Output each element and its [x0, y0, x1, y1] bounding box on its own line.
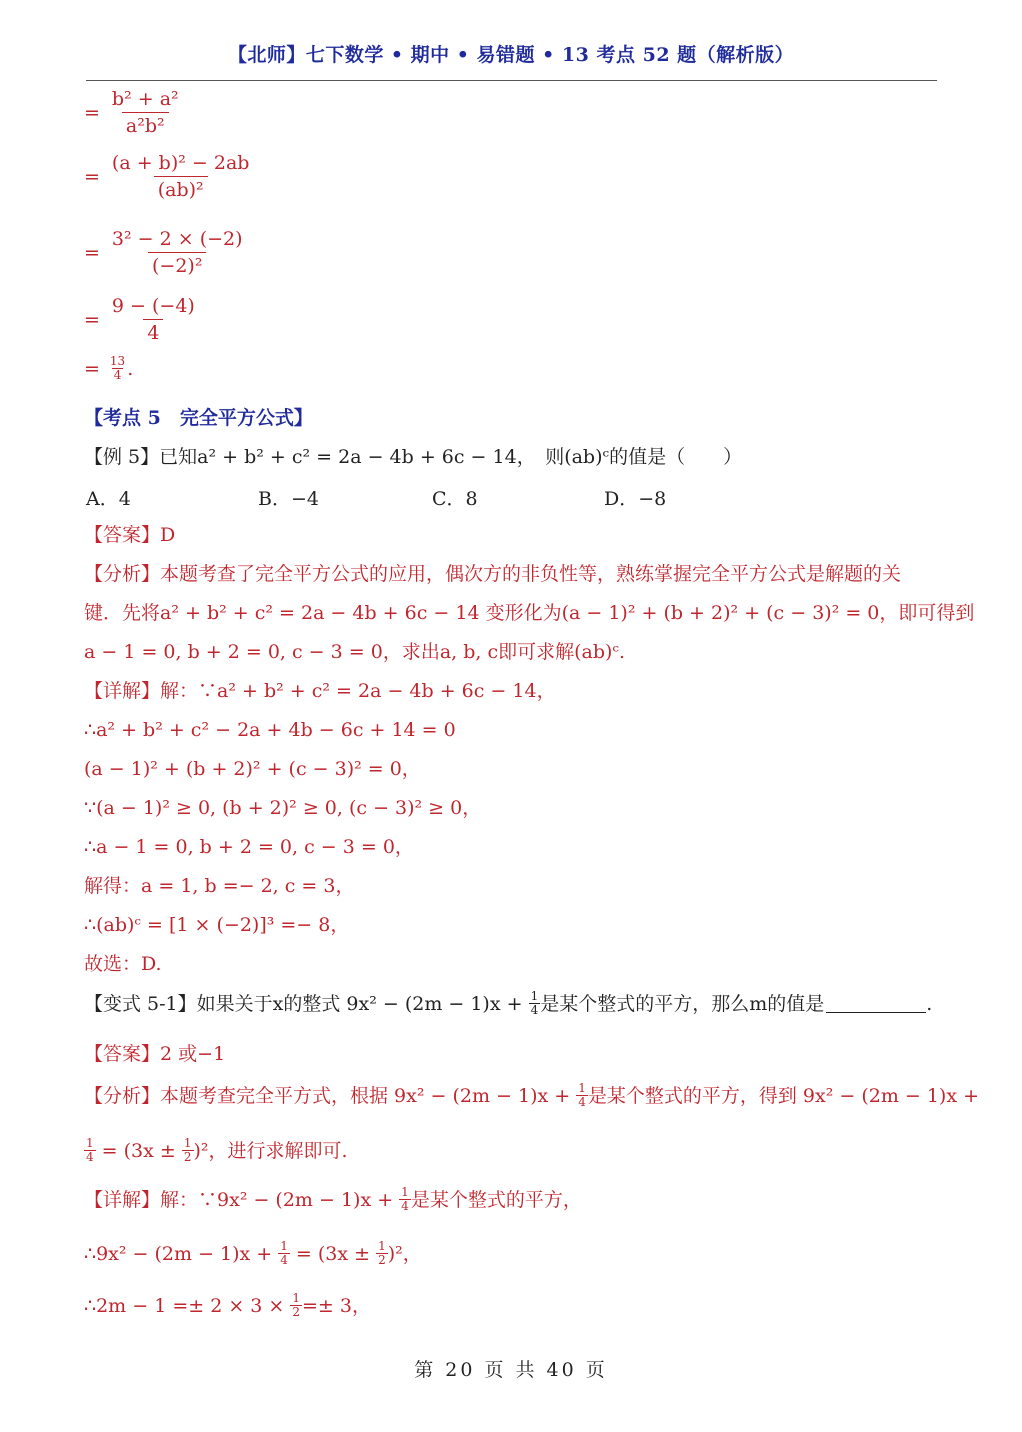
page-header: 【北师】七下数学 • 期中 • 易错题 • 13 考点 52 题（解析版）	[227, 44, 795, 66]
derivation-final: = $\frac{13}{4}$ .	[84, 354, 134, 382]
detail-tag: 【详解】	[84, 680, 161, 702]
step-2-denominator: (ab)²	[154, 176, 208, 201]
variant-5-1-question: 【变式 5-1】 如果关于x的整式 9x² − (2m − 1)x + $\frac{1}{4}$ 是某个整式的平方，那么m的值是 .	[84, 989, 933, 1017]
derivation-step-3: = $\frac{\text{3² − 2 × (−2)}}{\text{(−2)²}}$	[84, 228, 247, 277]
final-denominator: 4	[113, 368, 122, 382]
detail-5-line-4: ∵(a − 1)² ≥ 0, (b + 2)² ≥ 0, (c − 3)² ≥ 0，	[84, 797, 482, 819]
answer-value: 2 或−1	[160, 1043, 226, 1065]
step-4-numerator: 9 − (−4)	[111, 295, 195, 317]
analysis-tag: 【分析】	[84, 563, 161, 585]
answer-5-1	[84, 1042, 225, 1066]
example-5-tag: 【例 5】	[84, 446, 160, 468]
analysis-5-line-2: 键．先将a² + b² + c² = 2a − 4b + 6c − 14 变形化为(a − 1)² + (b + 2)² + (c − 3)² = 0，即可得到	[84, 602, 975, 624]
final-numerator: 13	[109, 354, 126, 368]
answer-value: D	[160, 524, 176, 546]
example-5-question	[84, 445, 742, 469]
detail-5-line-7: ∴(ab)ᶜ = [1 × (−2)]³ =− 8，	[84, 914, 350, 936]
detail-5-1-line-1: 【详解】 解：∵9x² − (2m − 1)x + $\frac{1}{4}$ 是某个整式的平方，	[84, 1185, 582, 1213]
detail-5-line-5: ∴a − 1 = 0, b + 2 = 0, c − 3 = 0，	[84, 836, 414, 858]
option-c: C．8	[432, 488, 478, 510]
derivation-step-1: = $\frac{\text{b² + a²}}{\text{a²b²}}$	[84, 88, 183, 137]
analysis-5-1-line-1: 【分析】 本题考查完全平方式，根据 9x² − (2m − 1)x + $\frac{1}{4}$ 是某个整式的平方，得到 9x² − (2m − 1)x +	[84, 1081, 980, 1109]
detail-5-line-3: (a − 1)² + (b + 2)² + (c − 3)² = 0，	[84, 758, 421, 780]
option-d: D．−8	[604, 488, 667, 510]
analysis-5-1-line-2: $\frac{1}{4}$ = (3x ± $\frac{1}{2}$ )²，进行求解即可.	[86, 1136, 348, 1164]
answer-tag: 【答案】	[84, 524, 161, 546]
answer-5	[84, 523, 175, 547]
detail-5-line-8: 故选：D.	[84, 953, 162, 975]
option-a: A．4	[86, 488, 131, 510]
step-3-denominator: (−2)²	[148, 252, 206, 277]
derivation-step-4: = $\frac{9 - (-4)}{4}$	[84, 295, 199, 344]
detail-tag: 【详解】	[84, 1188, 161, 1211]
step-1-denominator: a²b²	[122, 112, 169, 137]
variant-tag: 【变式 5-1】	[84, 992, 197, 1015]
step-1-numerator: b² + a²	[111, 88, 179, 110]
section-heading: 【考点 5 完全平方公式】	[84, 407, 313, 429]
answer-tag: 【答案】	[84, 1043, 161, 1065]
analysis-tag: 【分析】	[84, 1084, 161, 1107]
answer-blank	[826, 994, 926, 1013]
detail-5-1-line-2: ∴9x² − (2m − 1)x + $\frac{1}{4}$ = (3x ± $\frac{1}{2}$ )²，	[84, 1239, 422, 1267]
example-5-stem: 已知a² + b² + c² = 2a − 4b + 6c − 14， 则(ab)ᶜ的值是（ ）	[159, 446, 743, 468]
detail-5-1-line-3: ∴2m − 1 =± 2 × 3 × $\frac{1}{2}$ =± 3，	[84, 1291, 371, 1319]
header-divider	[86, 80, 937, 81]
analysis-5-line-3: a − 1 = 0, b + 2 = 0, c − 3 = 0，求出a, b, c即可求解(ab)ᶜ.	[84, 641, 626, 663]
step-2-numerator: (a + b)² − 2ab	[111, 152, 250, 174]
step-4-denominator: 4	[143, 319, 163, 344]
detail-5-line-6: 解得：a = 1, b =− 2, c = 3，	[84, 875, 355, 897]
derivation-step-2: = $\frac{\text{(a + b)² − 2ab}}{\text{(ab)²}}$	[84, 152, 253, 201]
detail-5-line-1: 【详解】解：∵a² + b² + c² = 2a − 4b + 6c − 14，	[84, 680, 556, 702]
analysis-5-line-1: 【分析】本题考查了完全平方公式的应用，偶次方的非负性等，熟练掌握完全平方公式是解题的关	[84, 563, 902, 585]
step-3-numerator: 3² − 2 × (−2)	[111, 228, 243, 250]
detail-5-line-2: ∴a² + b² + c² − 2a + 4b − 6c + 14 = 0	[84, 719, 456, 741]
page-footer: 第 20 页 共 40 页	[414, 1359, 608, 1381]
option-b: B．−4	[258, 488, 319, 510]
